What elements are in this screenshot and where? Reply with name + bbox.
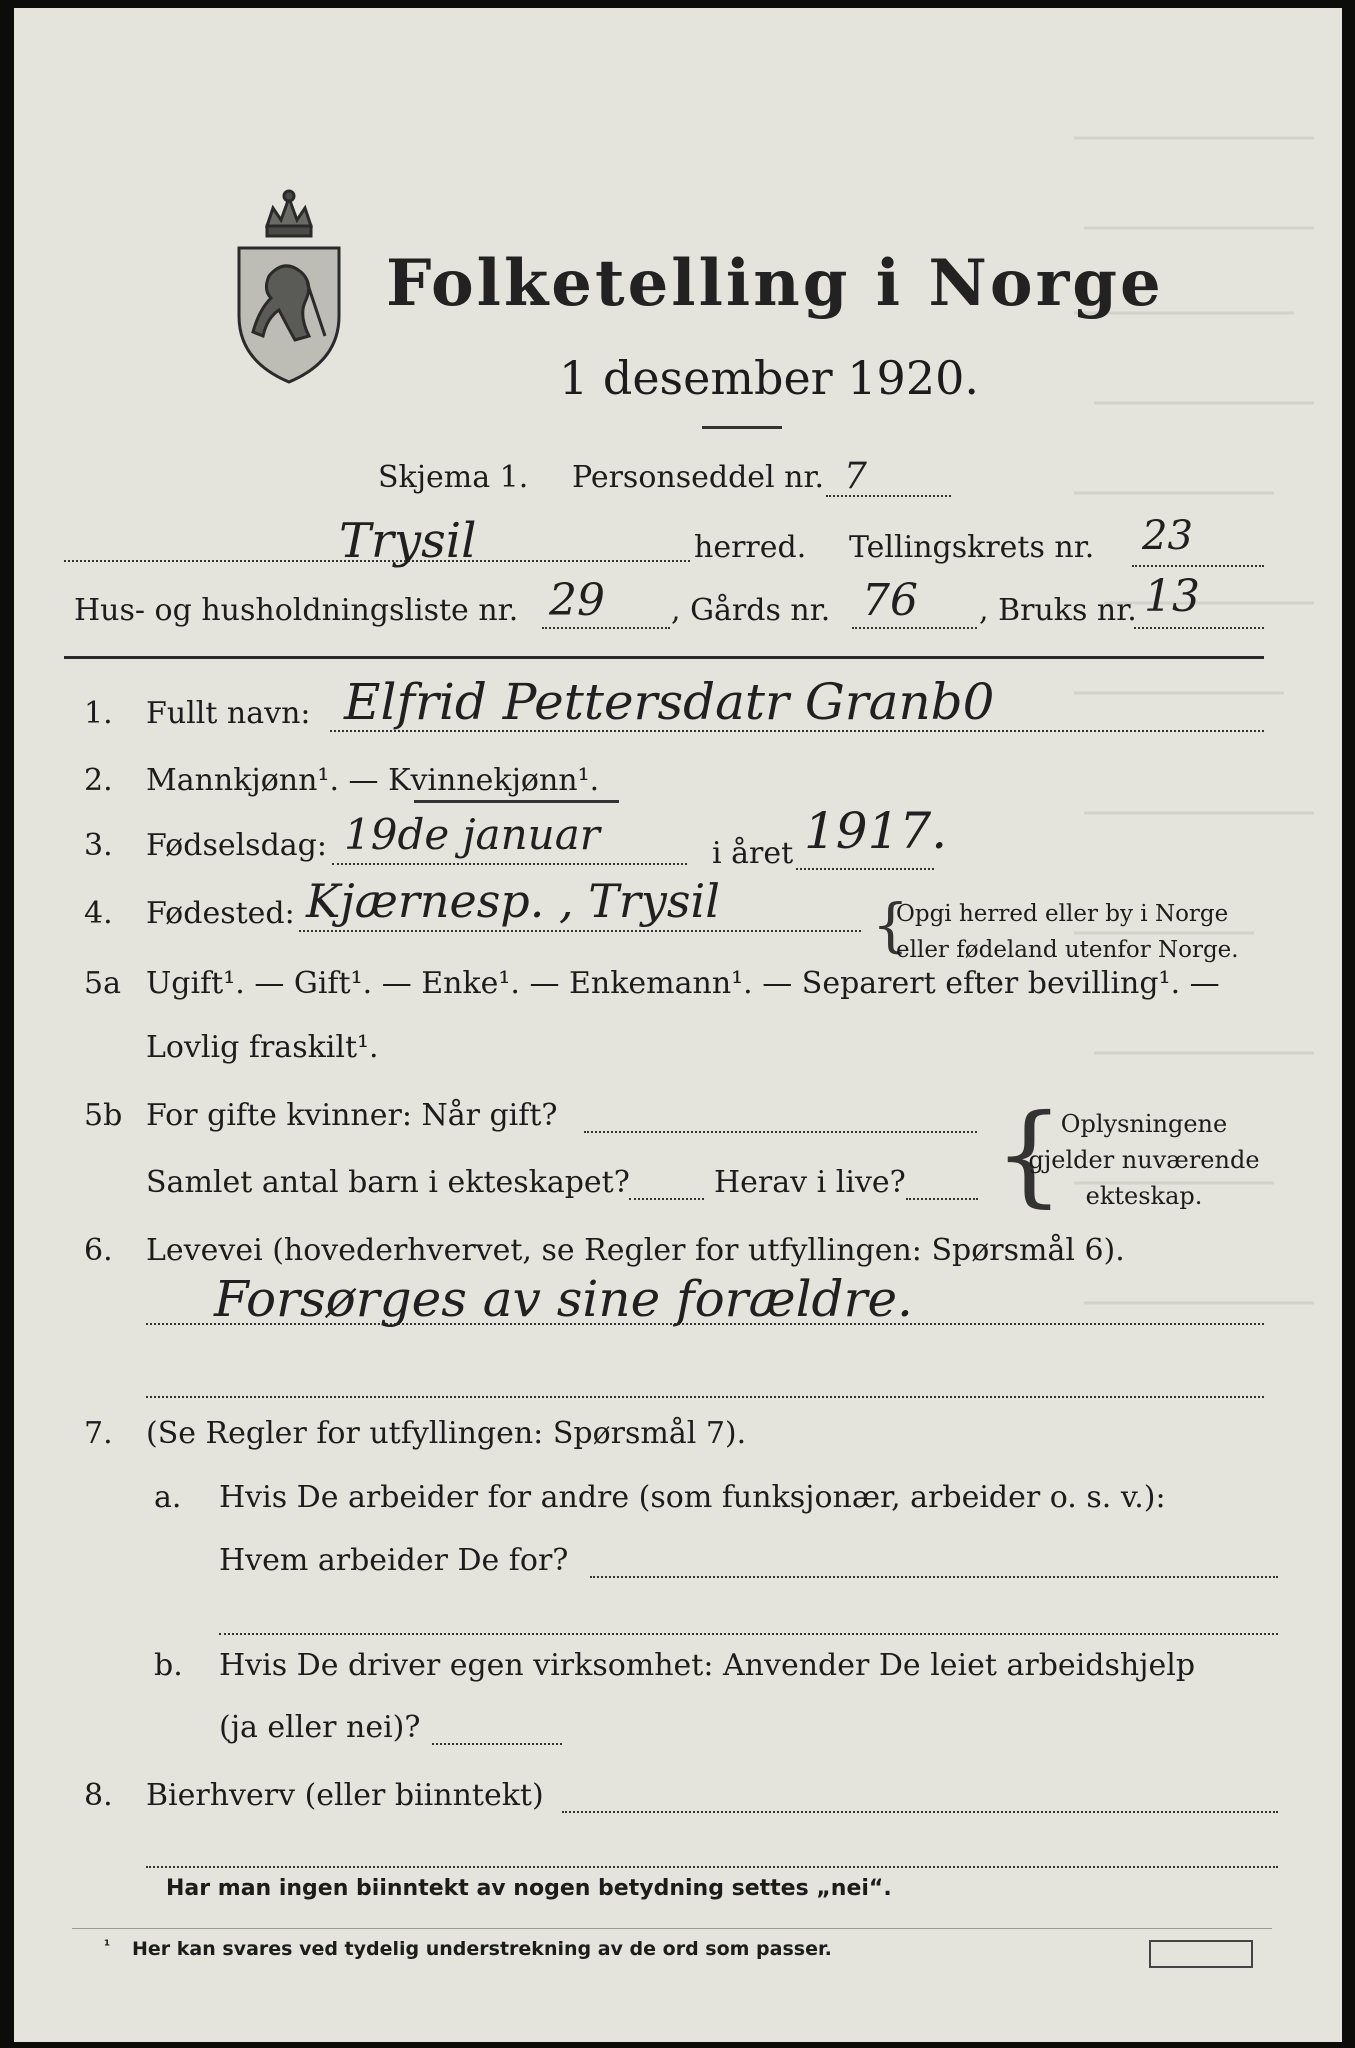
q4-label: Fødested: — [146, 896, 295, 931]
husliste-value: 29 — [549, 575, 605, 626]
q4-note — [896, 896, 1239, 968]
children-alive-field[interactable] — [906, 1198, 978, 1200]
tellingskrets-value: 23 — [1142, 513, 1193, 559]
q7a-line1: Hvis De arbeider for andre (som funksjonær, arbeider o. s. v.): — [219, 1480, 1166, 1515]
occupation-value: Forsørges av sine forældre. — [214, 1270, 913, 1328]
employer-field-1[interactable] — [590, 1576, 1278, 1578]
children-count-field[interactable] — [629, 1198, 704, 1200]
bleed-through-marks — [1074, 133, 1324, 1633]
tellingskrets-label: Tellingskrets nr. — [849, 530, 1095, 565]
printer-stamp — [1149, 1940, 1253, 1968]
bruks-field[interactable] — [1134, 627, 1264, 629]
occupation-field-2[interactable] — [146, 1396, 1264, 1398]
skjema-label: Skjema 1. — [378, 460, 529, 495]
birthday-value: 19de januar — [344, 810, 600, 859]
side-income-field-2[interactable] — [146, 1866, 1278, 1868]
herred-value: Trysil — [339, 513, 477, 569]
form-date: 1 desember 1920. — [559, 351, 979, 405]
q1-number: 1. — [84, 696, 113, 731]
herred-label: herred. — [694, 530, 807, 565]
bleed-through-svg — [1074, 133, 1324, 1633]
q5a-text-line2: Lovlig fraskilt¹. — [146, 1030, 379, 1065]
husliste-label: Hus- og husholdningsliste nr. — [74, 593, 519, 628]
q7-label: (Se Regler for utfyllingen: Spørsmål 7). — [146, 1416, 747, 1451]
q4-brace: { — [872, 891, 909, 959]
form-title: Folketelling i Norge — [386, 246, 1164, 321]
q4-number: 4. — [84, 896, 113, 931]
q7a-letter: a. — [154, 1480, 182, 1515]
footer-divider — [72, 1928, 1272, 1929]
q4-note-line1: Opgi herred eller by i Norge — [896, 901, 1229, 927]
q7a-line2: Hvem arbeider De for? — [219, 1543, 569, 1578]
q5a-number: 5a — [84, 966, 121, 1001]
q7b-letter: b. — [154, 1648, 183, 1683]
q6-number: 6. — [84, 1233, 113, 1268]
married-when-field[interactable] — [584, 1131, 977, 1133]
q5a-text-line1: Ugift¹. — Gift¹. — Enke¹. — Enkemann¹. — Separert efter bevilling¹. — — [146, 966, 1220, 1001]
header-divider — [64, 656, 1264, 659]
q3-number: 3. — [84, 828, 113, 863]
norwegian-lion-crest-icon — [229, 186, 349, 386]
tellingskrets-field[interactable] — [1132, 565, 1264, 567]
q5b-note-line3: ekteskap. — [1085, 1182, 1203, 1210]
q5b-alive-label: Herav i live? — [714, 1165, 906, 1200]
income-note: Har man ingen biinntekt av nogen betydning settes „nei“. — [166, 1876, 892, 1901]
q7b-line1: Hvis De driver egen virksomhet: Anvender De leiet arbeidshjelp — [219, 1648, 1196, 1683]
hired-help-field[interactable] — [432, 1743, 562, 1745]
bruks-value: 13 — [1144, 571, 1200, 622]
q8-label: Bierhverv (eller biinntekt) — [146, 1778, 544, 1813]
q7b-line2: (ja eller nei)? — [219, 1710, 421, 1745]
gards-field[interactable] — [852, 627, 977, 629]
full-name-value: Elfrid Pettersdatr Granb0 — [344, 673, 995, 731]
q2-text: Mannkjønn¹. — Kvinnekjønn¹. — [146, 763, 600, 798]
q2-number: 2. — [84, 763, 113, 798]
q1-label: Fullt navn: — [146, 696, 311, 731]
birth-year-value: 1917. — [804, 802, 948, 860]
q3-label: Fødselsdag: — [146, 828, 327, 863]
personseddel-label: Personseddel nr. — [572, 460, 825, 495]
q7-number: 7. — [84, 1416, 113, 1451]
employer-field-2[interactable] — [219, 1633, 1278, 1635]
q4-note-line2: eller fødeland utenfor Norge. — [896, 937, 1239, 963]
q6-label: Levevei (hovederhvervet, se Regler for utfyllingen: Spørsmål 6). — [146, 1233, 1125, 1268]
q5b-number: 5b — [84, 1098, 123, 1133]
q8-number: 8. — [84, 1778, 113, 1813]
gards-label: , Gårds nr. — [671, 593, 831, 628]
birth-year-field[interactable] — [796, 868, 934, 870]
census-form — [14, 8, 1342, 2042]
personseddel-value: 7 — [844, 456, 867, 497]
kvinnekjonn-underline — [414, 800, 619, 803]
side-income-field-1[interactable] — [562, 1811, 1278, 1813]
coat-of-arms — [229, 186, 349, 386]
husliste-field[interactable] — [542, 627, 670, 629]
birthplace-value: Kjærnesp. , Trysil — [306, 874, 720, 928]
q5b-note — [1019, 1106, 1269, 1214]
q3-year-label: i året — [712, 836, 794, 871]
gards-value: 76 — [862, 575, 918, 626]
birthday-field[interactable] — [332, 863, 687, 865]
birthplace-field[interactable] — [299, 930, 861, 932]
bruks-label: , Bruks nr. — [979, 593, 1137, 628]
footnote-text: Her kan svares ved tydelig understrekning av de ord som passer. — [132, 1938, 832, 1960]
title-rule — [702, 426, 782, 429]
footnote-marker: ¹ — [104, 1938, 111, 1954]
q5b-brace: { — [994, 1090, 1064, 1218]
q5b-note-line1: Oplysningene — [1060, 1110, 1228, 1138]
q5b-children-label: Samlet antal barn i ekteskapet? — [146, 1165, 630, 1200]
q5b-note-line2: gjelder nuværende — [1028, 1146, 1260, 1174]
q5b-married-label: For gifte kvinner: Når gift? — [146, 1098, 558, 1133]
